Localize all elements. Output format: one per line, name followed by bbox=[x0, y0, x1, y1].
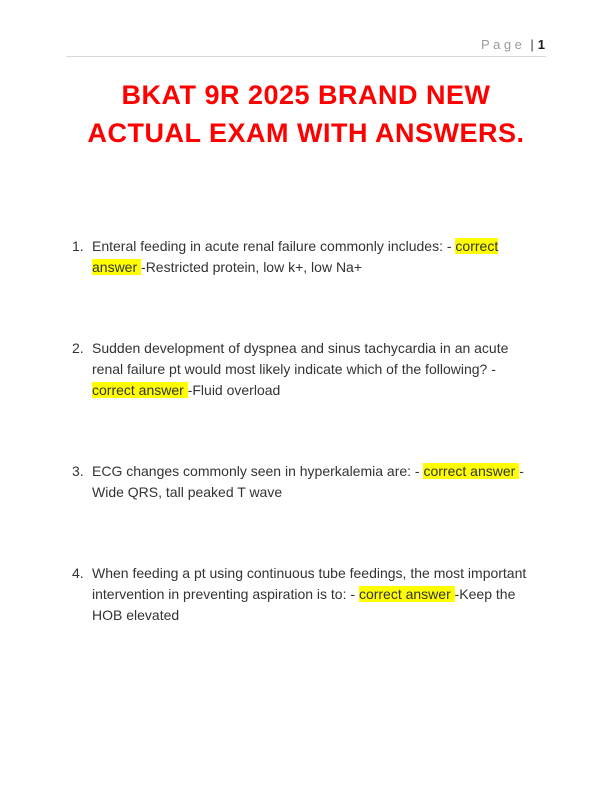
title-line-2: ACTUAL EXAM WITH ANSWERS. bbox=[87, 118, 525, 148]
question-text-segment: -Keep the HOB elevated bbox=[92, 586, 516, 623]
title-line-1: BKAT 9R 2025 BRAND NEW bbox=[121, 80, 491, 110]
question-number: 4. bbox=[72, 565, 84, 581]
question-text-segment: Enteral feeding in acute renal failure commonly includes: - bbox=[92, 238, 456, 254]
question-text-segment: ECG changes commonly seen in hyperkalemia are: - bbox=[92, 463, 424, 479]
question-text bbox=[92, 563, 532, 626]
question-number: 2. bbox=[72, 340, 84, 356]
question-list bbox=[72, 236, 532, 686]
question-text bbox=[92, 236, 532, 278]
correct-answer-highlight: correct answer bbox=[358, 586, 455, 602]
question-number: 3. bbox=[72, 463, 84, 479]
page-number: 1 bbox=[537, 37, 545, 52]
page-header bbox=[481, 37, 545, 52]
question-text-segment: Sudden development of dyspnea and sinus tachycardia in an acute renal failure pt would most likely indicate which of the following? - bbox=[92, 340, 509, 377]
page-separator: | bbox=[530, 37, 534, 52]
question-number: 1. bbox=[72, 238, 84, 254]
question-text-segment: -Restricted protein, low k+, low Na+ bbox=[141, 259, 363, 275]
question-text-segment: When feeding a pt using continuous tube feedings, the most important intervention in preventing aspiration is to: - bbox=[92, 565, 527, 602]
question-text-segment: -Wide QRS, tall peaked T wave bbox=[92, 463, 524, 500]
header-divider bbox=[66, 56, 546, 57]
question-item bbox=[72, 338, 532, 401]
question-item bbox=[72, 461, 532, 503]
question-item bbox=[72, 563, 532, 626]
question-text bbox=[92, 338, 532, 401]
page-title bbox=[20, 76, 592, 152]
page-label: Page bbox=[481, 37, 526, 52]
question-text-segment: -Fluid overload bbox=[187, 382, 281, 398]
correct-answer-highlight: correct answer bbox=[92, 382, 188, 398]
question-text bbox=[92, 461, 532, 503]
correct-answer-highlight: correct answer bbox=[92, 238, 499, 275]
question-item bbox=[72, 236, 532, 278]
correct-answer-highlight: correct answer bbox=[423, 463, 520, 479]
